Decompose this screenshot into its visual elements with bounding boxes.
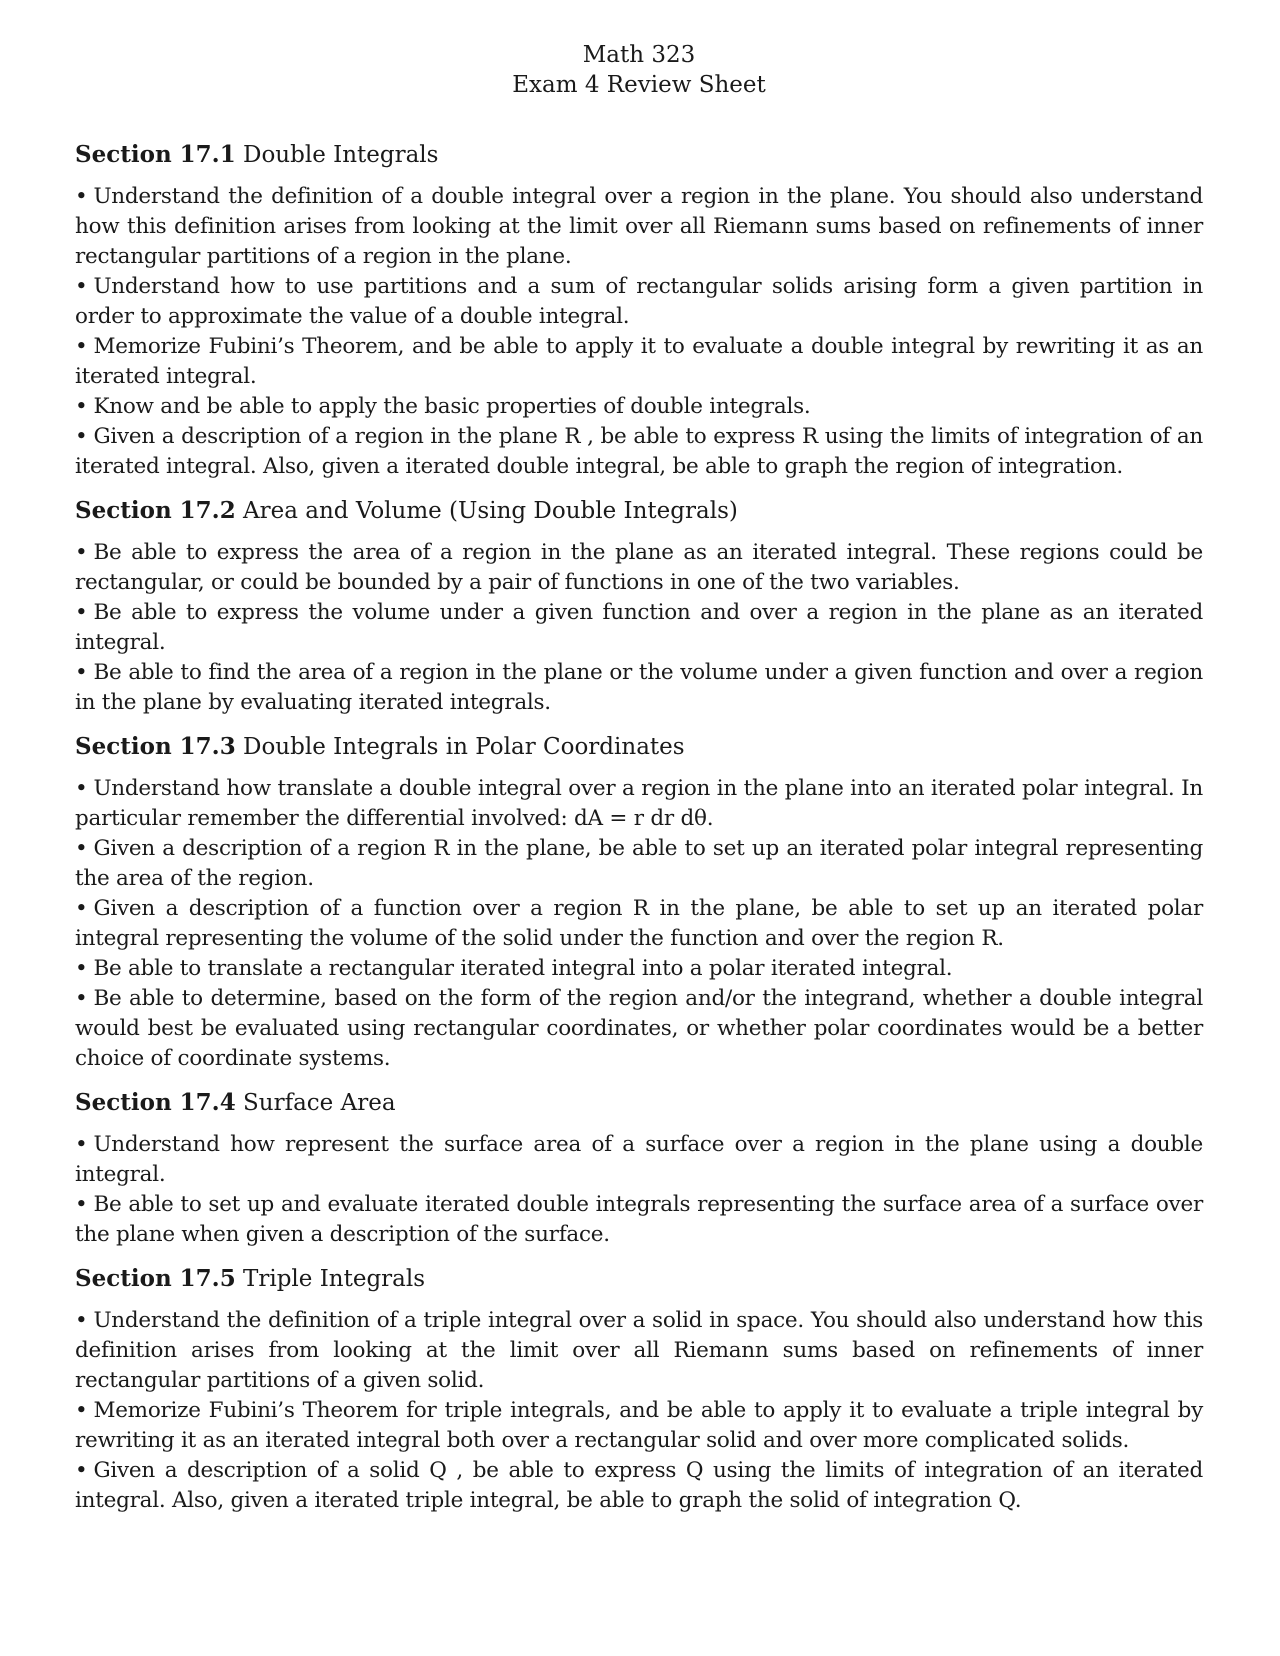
bullet-text: Given a description of a function over a region R in the plane, be able to set up an iterated polar integral representing the volume of the solid under the function and over the region R.: [75, 896, 1203, 951]
bullet-text: Be able to express the volume under a given function and over a region in the plane as an iterated integral.: [75, 600, 1203, 655]
bullet-point-icon: •: [75, 896, 88, 921]
bullet-point-icon: •: [75, 334, 88, 359]
section-number: Section 17.2: [75, 497, 236, 524]
section-number: Section 17.5: [75, 1265, 236, 1292]
bullet-item: [75, 774, 1203, 834]
bullet-item: [75, 954, 1203, 984]
bullet-item: [75, 1190, 1203, 1250]
bullet-text: Be able to find the area of a region in the plane or the volume under a given function and over a region in the plane by evaluating iterated integrals.: [75, 660, 1203, 715]
document-page: [75, 40, 1203, 1530]
section-number: Section 17.3: [75, 733, 236, 760]
bullet-item: [75, 984, 1203, 1074]
section-title: Triple Integrals: [243, 1266, 426, 1292]
section-1: [75, 140, 1203, 482]
bullet-item: [75, 332, 1203, 392]
bullet-item: [75, 1396, 1203, 1456]
sections-container: [75, 140, 1203, 1516]
bullet-text: Be able to set up and evaluate iterated double integrals representing the surface area of a surface over the plane when given a description of the surface.: [75, 1192, 1203, 1247]
bullet-list: [75, 1130, 1203, 1250]
bullet-list: [75, 182, 1203, 482]
section-number: Section 17.1: [75, 141, 236, 168]
bullet-point-icon: •: [75, 274, 88, 299]
section-title: Surface Area: [243, 1090, 396, 1116]
bullet-point-icon: •: [75, 424, 88, 449]
section-heading: [75, 140, 1203, 170]
bullet-point-icon: •: [75, 1398, 88, 1423]
bullet-text: Memorize Fubini’s Theorem, and be able to apply it to evaluate a double integral by rewriting it as an iterated integral.: [75, 334, 1203, 389]
bullet-item: [75, 538, 1203, 598]
bullet-point-icon: •: [75, 600, 88, 625]
section-heading: [75, 1088, 1203, 1118]
bullet-point-icon: •: [75, 986, 88, 1011]
bullet-text: Given a description of a region R in the plane, be able to set up an iterated polar integral representing the area of the region.: [75, 836, 1203, 891]
bullet-point-icon: •: [75, 956, 88, 981]
bullet-list: [75, 774, 1203, 1074]
section-2: [75, 496, 1203, 718]
bullet-item: [75, 392, 1203, 422]
bullet-point-icon: •: [75, 394, 88, 419]
bullet-point-icon: •: [75, 1308, 88, 1333]
bullet-point-icon: •: [75, 1192, 88, 1217]
bullet-point-icon: •: [75, 540, 88, 565]
bullet-text: Understand how to use partitions and a sum of rectangular solids arising form a given partition in order to approximate the value of a double integral.: [75, 274, 1203, 329]
bullet-list: [75, 1306, 1203, 1516]
bullet-item: [75, 1306, 1203, 1396]
bullet-point-icon: •: [75, 1458, 88, 1483]
bullet-text: Be able to translate a rectangular iterated integral into a polar iterated integral.: [93, 956, 953, 981]
section-heading: [75, 1264, 1203, 1294]
bullet-item: [75, 272, 1203, 332]
title-block: [75, 40, 1203, 100]
bullet-point-icon: •: [75, 660, 88, 685]
bullet-item: [75, 182, 1203, 272]
bullet-text: Be able to determine, based on the form of the region and/or the integrand, whether a double integral would best be evaluated using rectangular coordinates, or whether polar coordinates would be a better choice of coordinate systems.: [75, 986, 1203, 1071]
bullet-text: Given a description of a solid Q , be able to express Q using the limits of integration of an iterated integral. Also, given a iterated triple integral, be able to graph the solid of integration Q.: [75, 1458, 1203, 1513]
section-number: Section 17.4: [75, 1089, 236, 1116]
section-title: Area and Volume (Using Double Integrals): [243, 498, 738, 524]
section-4: [75, 1088, 1203, 1250]
bullet-text: Understand the definition of a triple integral over a solid in space. You should also understand how this definition arises from looking at the limit over all Riemann sums based on refinements of inner rectangular partitions of a given solid.: [75, 1308, 1203, 1393]
bullet-item: [75, 834, 1203, 894]
bullet-point-icon: •: [75, 836, 88, 861]
bullet-item: [75, 422, 1203, 482]
bullet-point-icon: •: [75, 1132, 88, 1157]
bullet-point-icon: •: [75, 776, 88, 801]
bullet-point-icon: •: [75, 184, 88, 209]
bullet-text: Understand how represent the surface area of a surface over a region in the plane using a double integral.: [75, 1132, 1203, 1187]
bullet-text: Given a description of a region in the plane R , be able to express R using the limits of integration of an iterated integral. Also, given a iterated double integral, be able to graph the region of integration.: [75, 424, 1203, 479]
section-3: [75, 732, 1203, 1074]
bullet-item: [75, 658, 1203, 718]
section-heading: [75, 732, 1203, 762]
bullet-text: Memorize Fubini’s Theorem for triple integrals, and be able to apply it to evaluate a triple integral by rewriting it as an iterated integral both over a rectangular solid and over more complicated solids.: [75, 1398, 1203, 1453]
course-title: Math 323: [582, 42, 696, 68]
bullet-list: [75, 538, 1203, 718]
bullet-text: Understand the definition of a double integral over a region in the plane. You should also understand how this definition arises from looking at the limit over all Riemann sums based on refinements of inner rectangular partitions of a region in the plane.: [75, 184, 1203, 269]
sheet-subtitle: Exam 4 Review Sheet: [512, 72, 766, 98]
bullet-item: [75, 598, 1203, 658]
section-heading: [75, 496, 1203, 526]
section-title: Double Integrals in Polar Coordinates: [243, 734, 685, 760]
section-title: Double Integrals: [243, 142, 439, 168]
bullet-item: [75, 894, 1203, 954]
bullet-item: [75, 1456, 1203, 1516]
bullet-text: Understand how translate a double integral over a region in the plane into an iterated polar integral. In particular remember the differential involved: dA = r dr dθ.: [75, 776, 1203, 831]
bullet-text: Be able to express the area of a region in the plane as an iterated integral. These regions could be rectangular, or could be bounded by a pair of functions in one of the two variables.: [75, 540, 1203, 595]
section-5: [75, 1264, 1203, 1516]
bullet-item: [75, 1130, 1203, 1190]
bullet-text: Know and be able to apply the basic properties of double integrals.: [93, 394, 811, 419]
